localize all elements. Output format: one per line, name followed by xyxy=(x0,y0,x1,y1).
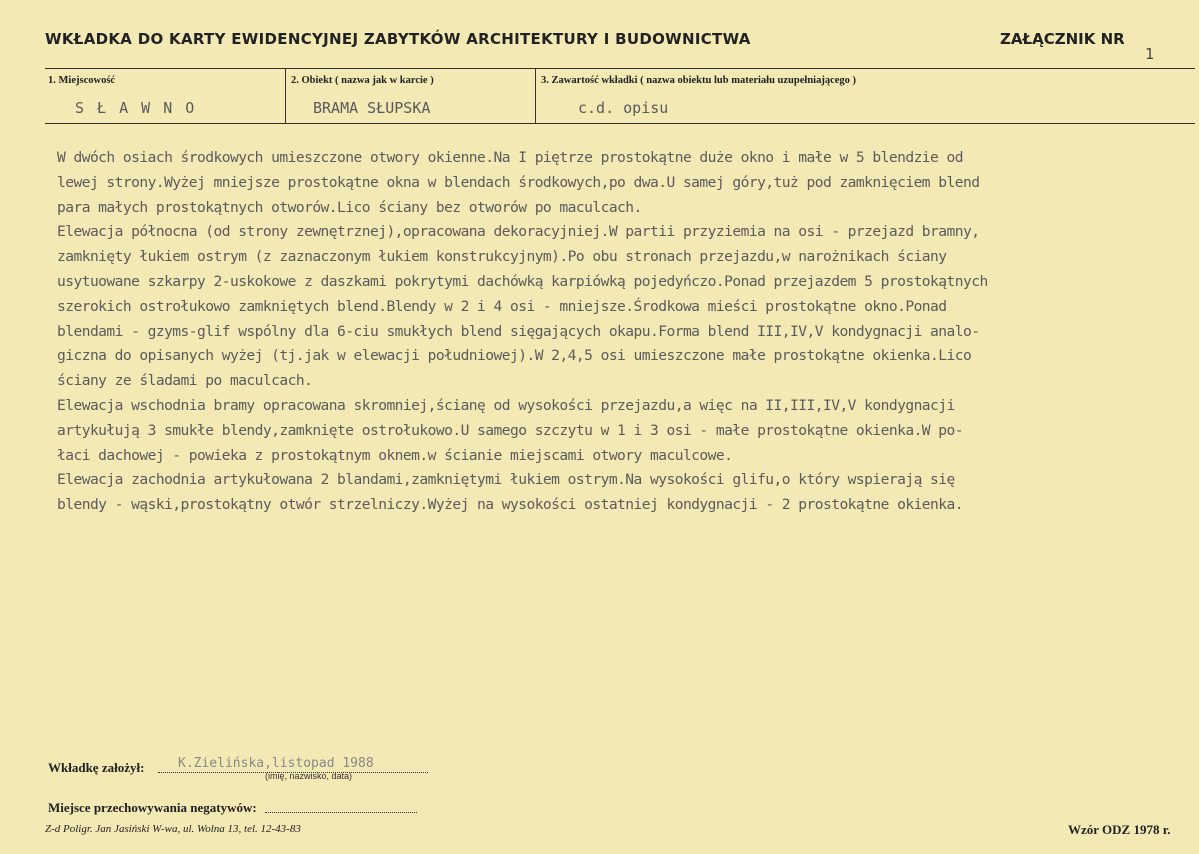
field-divider xyxy=(535,68,536,124)
negatives-dotted-line xyxy=(265,812,417,813)
description-line: W dwóch osiach środkowych umieszczone otwory okienne.Na I piętrze prostokątne duże okno i małe w 5 blendzie od xyxy=(57,149,963,166)
printer-imprint: Z-d Poligr. Jan Jasiński W-wa, ul. Wolna 13, tel. 12-43-83 xyxy=(45,823,301,835)
description-line: Elewacja północna (od strony zewnętrznej),opracowana dekoracyjniej.W partii przyziemia na osi - przejazd bramny, xyxy=(57,223,980,241)
creator-label: Wkładkę założył: xyxy=(48,760,145,775)
object-label: 2. Obiekt ( nazwa jak w karcie ) xyxy=(291,75,434,86)
form-id: Wzór ODZ 1978 r. xyxy=(1068,822,1171,837)
field-divider xyxy=(285,68,286,124)
description-line: zamknięty łukiem ostrym (z zaznaczonym łukiem konstrukcyjnym).Po obu stronach przejazdu,w narożnikach ściany xyxy=(57,248,947,266)
description-line: giczna do opisanych wyżej (tj.jak w elewacji południowej).W 2,4,5 osi umieszczone małe prostokątne okienka.Lico xyxy=(57,347,972,365)
locality-label: 1. Miejscowość xyxy=(48,75,116,86)
description-line: lewej strony.Wyżej mniejsze prostokątne okna w blendach środkowych,po dwa.U samej góry,tuż pod zamknięciem blend xyxy=(57,173,980,191)
description-line: usytuowane szkarpy 2-uskokowe z daszkami pokrytymi dachówką karpiówką pojedyńczo.Ponad przejazdem 5 prostokątnych xyxy=(57,272,988,290)
description-line: blendy - wąski,prostokątny otwór strzelniczy.Wyżej na wysokości ostatniej kondygnacji - 2 prostokątne okienka. xyxy=(57,496,963,514)
object-value: BRAMA SŁUPSKA xyxy=(313,99,431,117)
description-line: ściany ze śladami po maculcach. xyxy=(57,372,313,390)
description-line: łaci dachowej - powieka z prostokątnym oknem.w ścianie miejscami otwory maculcowe. xyxy=(57,446,733,464)
form-title: WKŁADKA DO KARTY EWIDENCYJNEJ ZABYTKÓW ARCHITEKTURY I BUDOWNICTWA xyxy=(45,30,751,48)
content-value: c.d. opisu xyxy=(578,99,669,117)
content-label: 3. Zawartość wkładki ( nazwa obiektu lub materiału uzupełniającego ) xyxy=(541,75,857,86)
description-line: artykułują 3 smukłe blendy,zamknięte ostrołukowo.U samego szczytu w 1 i 3 osi - małe prostokątne okienka.W po- xyxy=(57,421,963,439)
header-bottom-rule xyxy=(45,123,1195,124)
locality-value: S Ł A W N O xyxy=(75,99,197,117)
description-line: szerokich ostrołukowo zamkniętych blend.Blendy w 2 i 4 osi - mniejsze.Środkowa mieści prostokątne okno.Ponad xyxy=(57,297,947,315)
description-line: blendami - gzyms-glif wspólny dla 6-ciu smukłych blend sięgających okapu.Forma blend III,IV,V kondygnacji analo- xyxy=(57,322,980,340)
negatives-label: Miejsce przechowywania negatywów: xyxy=(48,800,257,815)
creator-caption: (imię, nazwisko, data) xyxy=(265,771,353,781)
description-text xyxy=(57,146,1192,518)
header-top-rule xyxy=(45,68,1195,69)
attachment-label: ZAŁĄCZNIK NR xyxy=(1000,30,1125,48)
creator-value: K.Zielińska,listopad 1988 xyxy=(178,756,374,771)
attachment-number: 1 xyxy=(1145,45,1155,63)
description-line: Elewacja zachodnia artykułowana 2 blandami,zamkniętymi łukiem ostrym.Na wysokości glifu,o który wspierają się xyxy=(57,471,955,489)
description-line: Elewacja wschodnia bramy opracowana skromniej,ścianę od wysokości przejazdu,a więc na II,III,IV,V kondygnacji xyxy=(57,396,955,414)
description-line: para małych prostokątnych otworów.Lico ściany bez otworów po maculcach. xyxy=(57,198,642,216)
